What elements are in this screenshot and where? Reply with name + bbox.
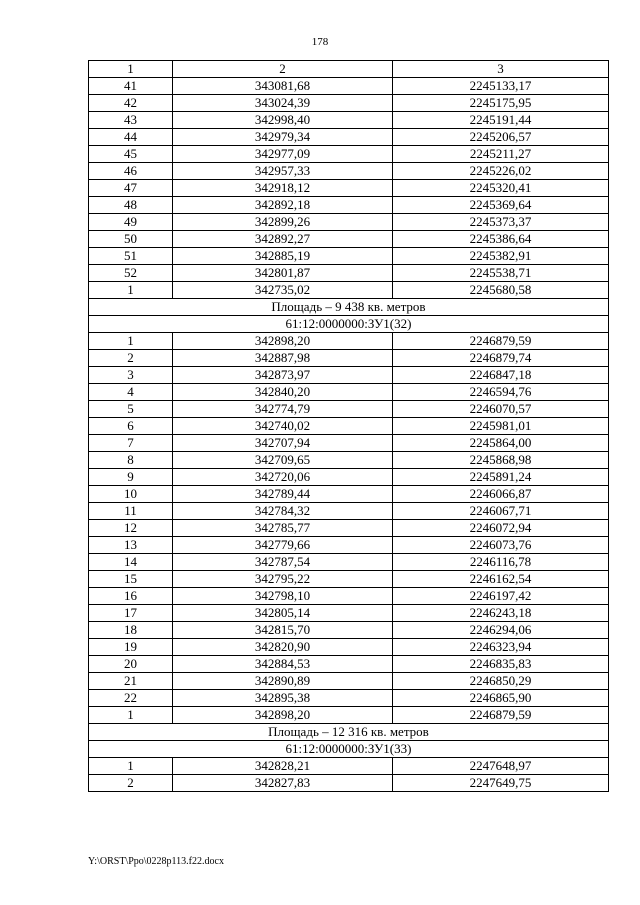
point-number-cell: 43 bbox=[89, 112, 173, 129]
table-row bbox=[89, 690, 609, 707]
x-coordinate-cell: 342815,70 bbox=[173, 622, 393, 639]
x-coordinate-cell: 342779,66 bbox=[173, 537, 393, 554]
x-coordinate-cell: 342840,20 bbox=[173, 384, 393, 401]
table-row bbox=[89, 248, 609, 265]
y-coordinate-cell: 2246066,87 bbox=[393, 486, 609, 503]
table-row bbox=[89, 639, 609, 656]
table-row bbox=[89, 163, 609, 180]
point-number-cell: 20 bbox=[89, 656, 173, 673]
file-path-footer: Y:\ORST\Ppo\0228p113.f22.docx bbox=[88, 856, 224, 867]
y-coordinate-cell: 2246072,94 bbox=[393, 520, 609, 537]
x-coordinate-cell: 342805,14 bbox=[173, 605, 393, 622]
x-coordinate-cell: 342885,19 bbox=[173, 248, 393, 265]
point-number-cell: 1 bbox=[89, 282, 173, 299]
x-coordinate-cell: 342735,02 bbox=[173, 282, 393, 299]
x-coordinate-cell: 342977,09 bbox=[173, 146, 393, 163]
header-cell-x: 2 bbox=[173, 61, 393, 78]
y-coordinate-cell: 2245133,17 bbox=[393, 78, 609, 95]
table-row bbox=[89, 571, 609, 588]
table-row bbox=[89, 486, 609, 503]
y-coordinate-cell: 2246067,71 bbox=[393, 503, 609, 520]
x-coordinate-cell: 343081,68 bbox=[173, 78, 393, 95]
y-coordinate-cell: 2246879,59 bbox=[393, 707, 609, 724]
table-row bbox=[89, 197, 609, 214]
y-coordinate-cell: 2245369,64 bbox=[393, 197, 609, 214]
point-number-cell: 7 bbox=[89, 435, 173, 452]
y-coordinate-cell: 2246243,18 bbox=[393, 605, 609, 622]
point-number-cell: 22 bbox=[89, 690, 173, 707]
point-number-cell: 11 bbox=[89, 503, 173, 520]
y-coordinate-cell: 2245868,98 bbox=[393, 452, 609, 469]
table-row bbox=[89, 180, 609, 197]
table-row bbox=[89, 707, 609, 724]
point-number-cell: 48 bbox=[89, 197, 173, 214]
x-coordinate-cell: 342918,12 bbox=[173, 180, 393, 197]
table-row bbox=[89, 367, 609, 384]
point-number-cell: 1 bbox=[89, 707, 173, 724]
y-coordinate-cell: 2246323,94 bbox=[393, 639, 609, 656]
table-row bbox=[89, 214, 609, 231]
point-number-cell: 47 bbox=[89, 180, 173, 197]
y-coordinate-cell: 2246116,78 bbox=[393, 554, 609, 571]
y-coordinate-cell: 2247648,97 bbox=[393, 758, 609, 775]
x-coordinate-cell: 342899,26 bbox=[173, 214, 393, 231]
table-row bbox=[89, 350, 609, 367]
y-coordinate-cell: 2246847,18 bbox=[393, 367, 609, 384]
point-number-cell: 12 bbox=[89, 520, 173, 537]
point-number-cell: 18 bbox=[89, 622, 173, 639]
x-coordinate-cell: 342709,65 bbox=[173, 452, 393, 469]
x-coordinate-cell: 342828,21 bbox=[173, 758, 393, 775]
x-coordinate-cell: 342873,97 bbox=[173, 367, 393, 384]
point-number-cell: 8 bbox=[89, 452, 173, 469]
y-coordinate-cell: 2245206,57 bbox=[393, 129, 609, 146]
y-coordinate-cell: 2246879,59 bbox=[393, 333, 609, 350]
point-number-cell: 2 bbox=[89, 775, 173, 792]
x-coordinate-cell: 343024,39 bbox=[173, 95, 393, 112]
table-row bbox=[89, 520, 609, 537]
page-number: 178 bbox=[311, 36, 329, 48]
table-header-row bbox=[89, 61, 609, 78]
table-body bbox=[89, 78, 609, 792]
x-coordinate-cell: 342979,34 bbox=[173, 129, 393, 146]
point-number-cell: 10 bbox=[89, 486, 173, 503]
y-coordinate-cell: 2245981,01 bbox=[393, 418, 609, 435]
section-caption: 61:12:0000000:ЗУ1(33) bbox=[89, 741, 609, 758]
section-row bbox=[89, 299, 609, 316]
point-number-cell: 51 bbox=[89, 248, 173, 265]
y-coordinate-cell: 2245680,58 bbox=[393, 282, 609, 299]
y-coordinate-cell: 2245211,27 bbox=[393, 146, 609, 163]
table-row bbox=[89, 758, 609, 775]
x-coordinate-cell: 342720,06 bbox=[173, 469, 393, 486]
x-coordinate-cell: 342898,20 bbox=[173, 707, 393, 724]
point-number-cell: 5 bbox=[89, 401, 173, 418]
section-caption: Площадь – 12 316 кв. метров bbox=[89, 724, 609, 741]
point-number-cell: 9 bbox=[89, 469, 173, 486]
x-coordinate-cell: 342707,94 bbox=[173, 435, 393, 452]
y-coordinate-cell: 2246865,90 bbox=[393, 690, 609, 707]
x-coordinate-cell: 342789,44 bbox=[173, 486, 393, 503]
x-coordinate-cell: 342998,40 bbox=[173, 112, 393, 129]
section-caption: 61:12:0000000:ЗУ1(32) bbox=[89, 316, 609, 333]
y-coordinate-cell: 2246835,83 bbox=[393, 656, 609, 673]
x-coordinate-cell: 342795,22 bbox=[173, 571, 393, 588]
y-coordinate-cell: 2245191,44 bbox=[393, 112, 609, 129]
table-row bbox=[89, 78, 609, 95]
section-row bbox=[89, 741, 609, 758]
table-row bbox=[89, 282, 609, 299]
table-row bbox=[89, 333, 609, 350]
point-number-cell: 49 bbox=[89, 214, 173, 231]
y-coordinate-cell: 2246879,74 bbox=[393, 350, 609, 367]
y-coordinate-cell: 2246162,54 bbox=[393, 571, 609, 588]
table-row bbox=[89, 588, 609, 605]
y-coordinate-cell: 2245386,64 bbox=[393, 231, 609, 248]
coordinates-table bbox=[88, 60, 609, 792]
header-cell-y: 3 bbox=[393, 61, 609, 78]
y-coordinate-cell: 2245373,37 bbox=[393, 214, 609, 231]
point-number-cell: 15 bbox=[89, 571, 173, 588]
y-coordinate-cell: 2246594,76 bbox=[393, 384, 609, 401]
point-number-cell: 46 bbox=[89, 163, 173, 180]
x-coordinate-cell: 342801,87 bbox=[173, 265, 393, 282]
point-number-cell: 6 bbox=[89, 418, 173, 435]
y-coordinate-cell: 2246197,42 bbox=[393, 588, 609, 605]
point-number-cell: 50 bbox=[89, 231, 173, 248]
point-number-cell: 13 bbox=[89, 537, 173, 554]
x-coordinate-cell: 342887,98 bbox=[173, 350, 393, 367]
x-coordinate-cell: 342787,54 bbox=[173, 554, 393, 571]
point-number-cell: 1 bbox=[89, 758, 173, 775]
y-coordinate-cell: 2246073,76 bbox=[393, 537, 609, 554]
point-number-cell: 42 bbox=[89, 95, 173, 112]
point-number-cell: 14 bbox=[89, 554, 173, 571]
x-coordinate-cell: 342892,27 bbox=[173, 231, 393, 248]
x-coordinate-cell: 342827,83 bbox=[173, 775, 393, 792]
table-row bbox=[89, 775, 609, 792]
table-row bbox=[89, 112, 609, 129]
y-coordinate-cell: 2246070,57 bbox=[393, 401, 609, 418]
table-row bbox=[89, 231, 609, 248]
y-coordinate-cell: 2245891,24 bbox=[393, 469, 609, 486]
x-coordinate-cell: 342890,89 bbox=[173, 673, 393, 690]
table-row bbox=[89, 418, 609, 435]
point-number-cell: 41 bbox=[89, 78, 173, 95]
section-caption: Площадь – 9 438 кв. метров bbox=[89, 299, 609, 316]
x-coordinate-cell: 342892,18 bbox=[173, 197, 393, 214]
header-cell-point: 1 bbox=[89, 61, 173, 78]
point-number-cell: 2 bbox=[89, 350, 173, 367]
section-row bbox=[89, 316, 609, 333]
table-row bbox=[89, 95, 609, 112]
y-coordinate-cell: 2245320,41 bbox=[393, 180, 609, 197]
table-row bbox=[89, 537, 609, 554]
point-number-cell: 52 bbox=[89, 265, 173, 282]
table-row bbox=[89, 503, 609, 520]
point-number-cell: 4 bbox=[89, 384, 173, 401]
table-row bbox=[89, 129, 609, 146]
x-coordinate-cell: 342820,90 bbox=[173, 639, 393, 656]
x-coordinate-cell: 342740,02 bbox=[173, 418, 393, 435]
y-coordinate-cell: 2245538,71 bbox=[393, 265, 609, 282]
table-row bbox=[89, 673, 609, 690]
x-coordinate-cell: 342898,20 bbox=[173, 333, 393, 350]
y-coordinate-cell: 2245226,02 bbox=[393, 163, 609, 180]
table-row bbox=[89, 146, 609, 163]
x-coordinate-cell: 342784,32 bbox=[173, 503, 393, 520]
table-row bbox=[89, 401, 609, 418]
y-coordinate-cell: 2246850,29 bbox=[393, 673, 609, 690]
x-coordinate-cell: 342884,53 bbox=[173, 656, 393, 673]
point-number-cell: 21 bbox=[89, 673, 173, 690]
table-row bbox=[89, 656, 609, 673]
y-coordinate-cell: 2245382,91 bbox=[393, 248, 609, 265]
y-coordinate-cell: 2245175,95 bbox=[393, 95, 609, 112]
table-row bbox=[89, 554, 609, 571]
y-coordinate-cell: 2246294,06 bbox=[393, 622, 609, 639]
table-row bbox=[89, 622, 609, 639]
x-coordinate-cell: 342798,10 bbox=[173, 588, 393, 605]
point-number-cell: 3 bbox=[89, 367, 173, 384]
point-number-cell: 1 bbox=[89, 333, 173, 350]
table-row bbox=[89, 265, 609, 282]
point-number-cell: 16 bbox=[89, 588, 173, 605]
table-row bbox=[89, 469, 609, 486]
table-row bbox=[89, 384, 609, 401]
x-coordinate-cell: 342785,77 bbox=[173, 520, 393, 537]
point-number-cell: 19 bbox=[89, 639, 173, 656]
table-row bbox=[89, 452, 609, 469]
x-coordinate-cell: 342895,38 bbox=[173, 690, 393, 707]
table-row bbox=[89, 605, 609, 622]
table-row bbox=[89, 435, 609, 452]
point-number-cell: 17 bbox=[89, 605, 173, 622]
point-number-cell: 44 bbox=[89, 129, 173, 146]
x-coordinate-cell: 342774,79 bbox=[173, 401, 393, 418]
point-number-cell: 45 bbox=[89, 146, 173, 163]
section-row bbox=[89, 724, 609, 741]
x-coordinate-cell: 342957,33 bbox=[173, 163, 393, 180]
y-coordinate-cell: 2247649,75 bbox=[393, 775, 609, 792]
y-coordinate-cell: 2245864,00 bbox=[393, 435, 609, 452]
